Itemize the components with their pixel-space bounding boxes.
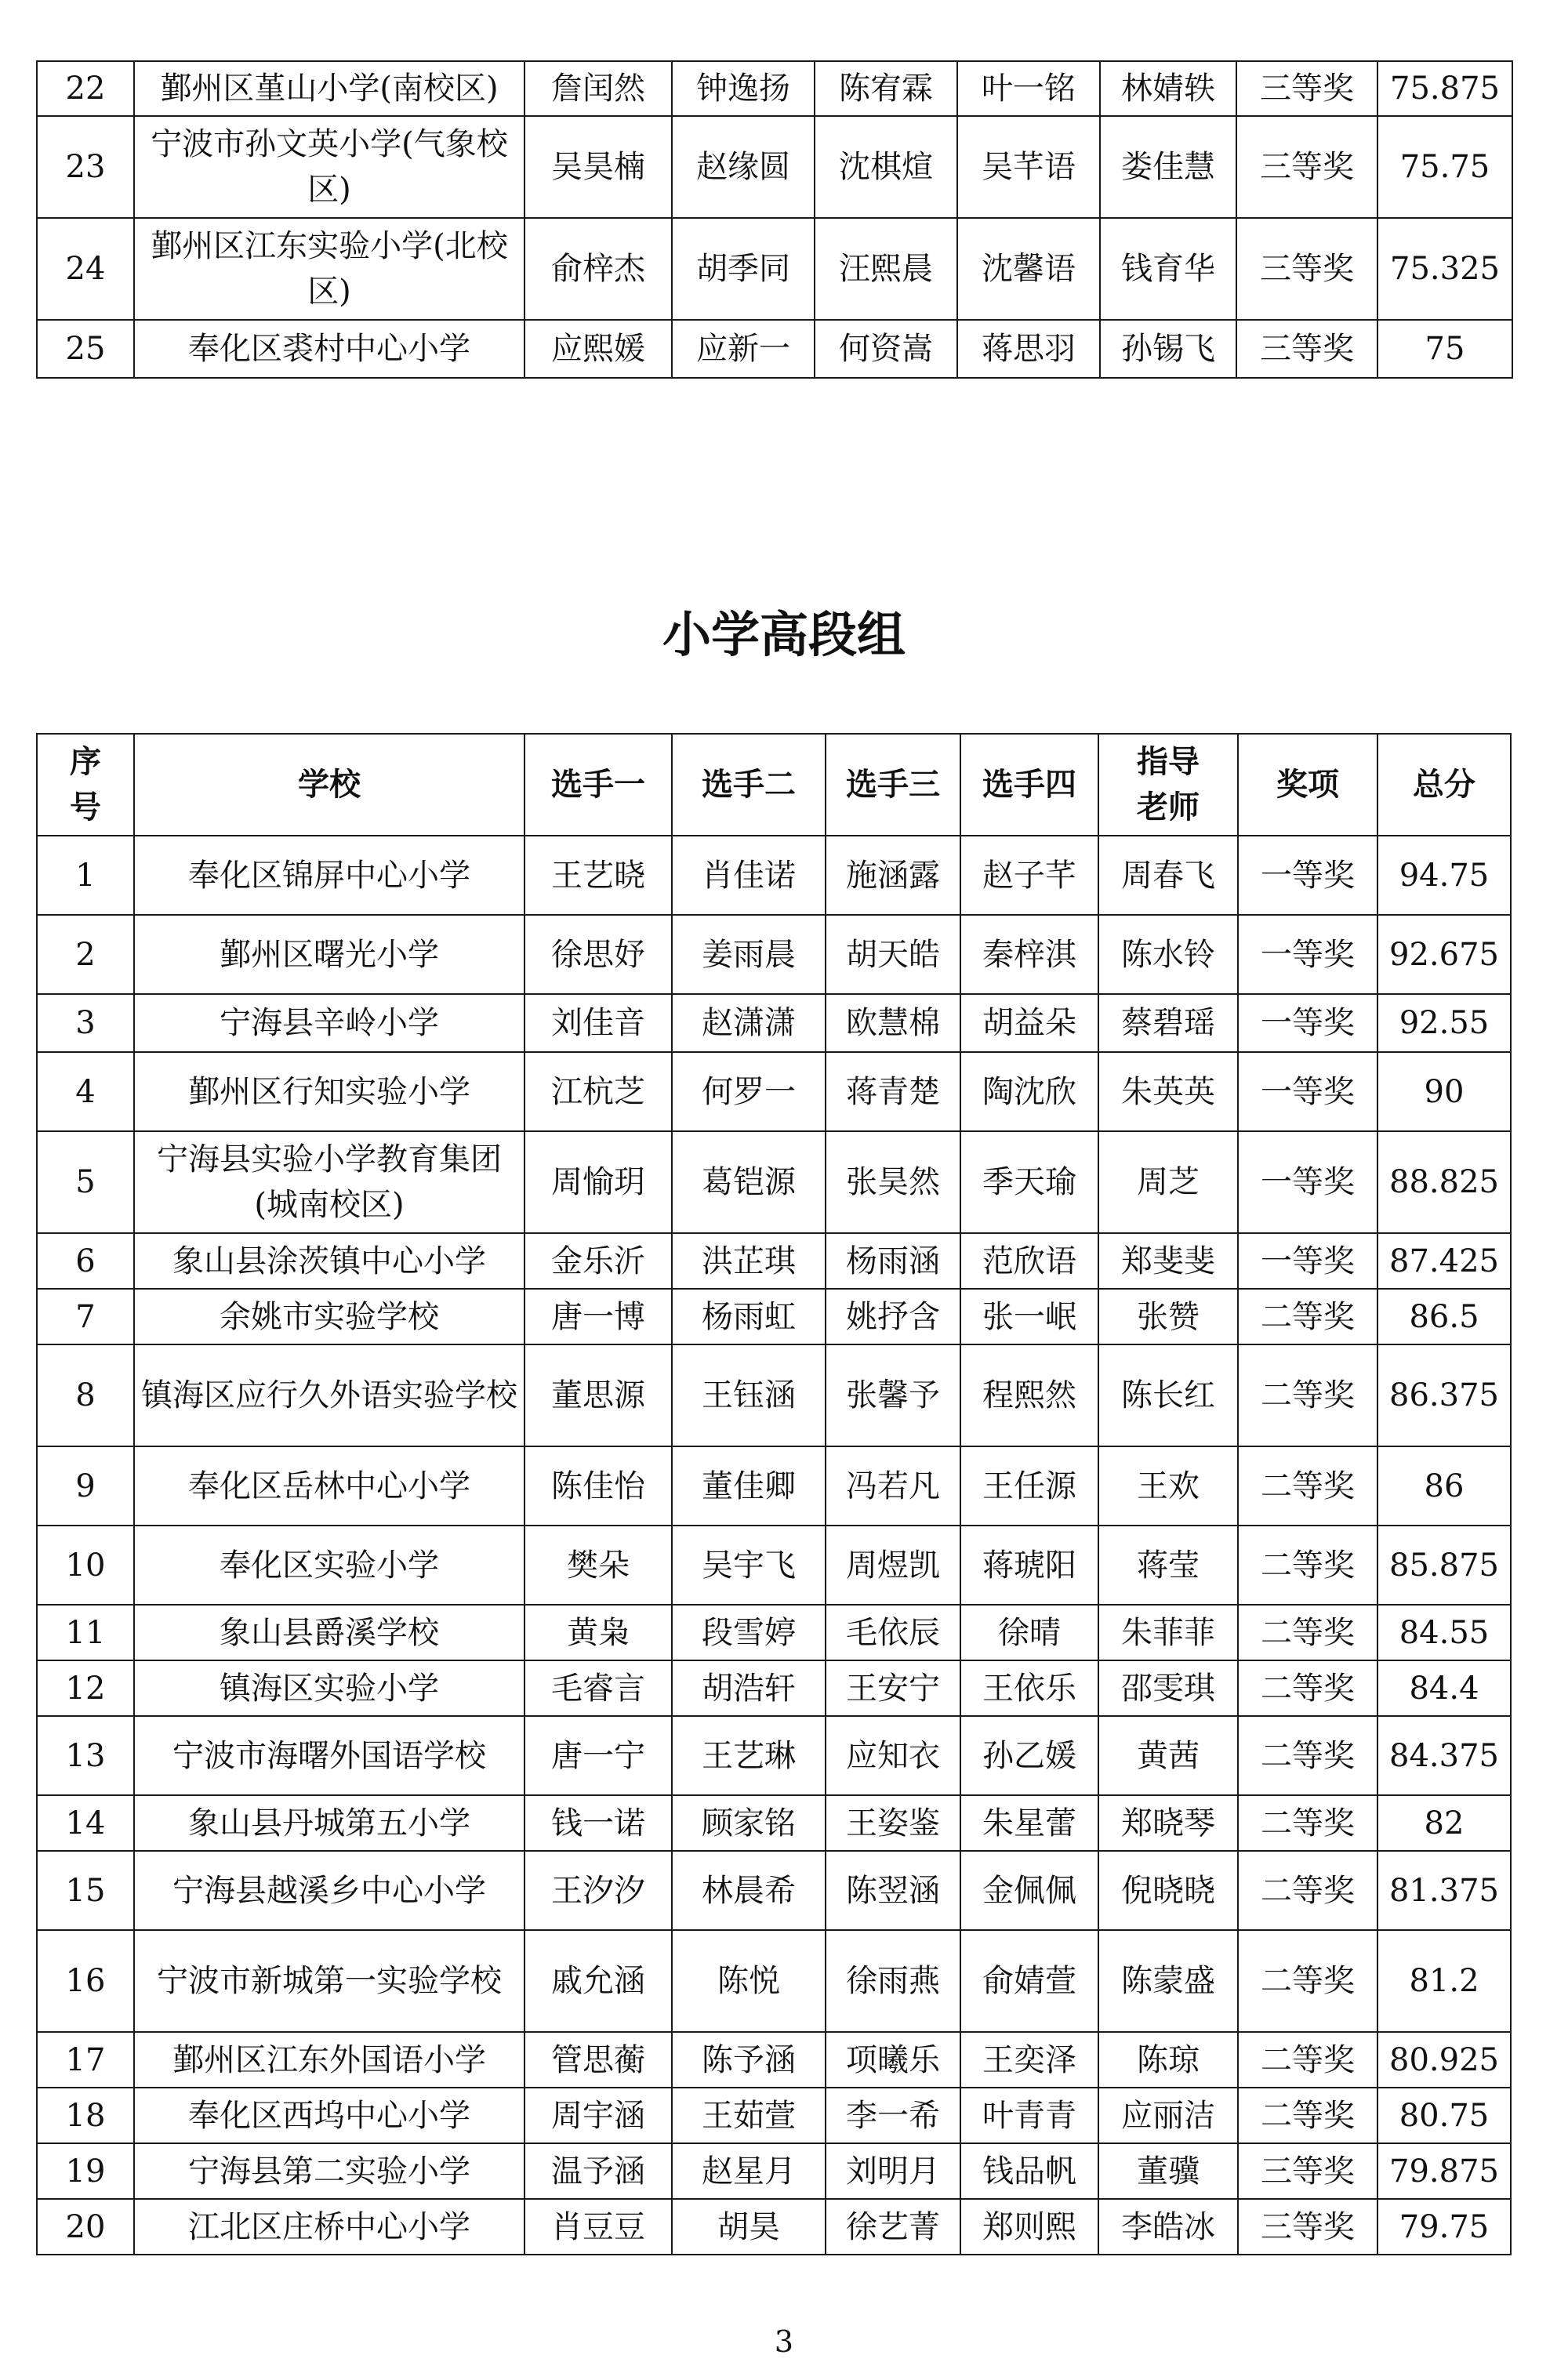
cell-school: 余姚市实验学校 xyxy=(134,1289,524,1344)
cell-no: 16 xyxy=(37,1930,134,2032)
cell-award: 二等奖 xyxy=(1238,1289,1377,1344)
cell-player-1: 徐思妤 xyxy=(524,915,672,994)
cell-player-2: 肖佳诺 xyxy=(672,836,826,915)
cell-award: 三等奖 xyxy=(1238,2199,1377,2255)
header-row xyxy=(37,734,1511,836)
table-row xyxy=(37,2088,1511,2143)
cell-score: 79.875 xyxy=(1377,2143,1511,2199)
table-row xyxy=(37,1446,1511,1526)
continued-results-table xyxy=(36,60,1513,379)
continued-results-body xyxy=(37,61,1512,378)
cell-player-2: 王茹萱 xyxy=(672,2088,826,2143)
header-player-3: 选手三 xyxy=(826,734,960,836)
cell-player-3: 应知衣 xyxy=(826,1716,960,1795)
cell-player-4: 钱品帆 xyxy=(960,2143,1098,2199)
cell-player-2: 陈予涵 xyxy=(672,2032,826,2088)
cell-player-3: 徐雨燕 xyxy=(826,1930,960,2032)
cell-teacher: 应丽洁 xyxy=(1098,2088,1238,2143)
header-player-4: 选手四 xyxy=(960,734,1098,836)
cell-teacher: 周芝 xyxy=(1098,1131,1238,1233)
cell-player-1: 樊朵 xyxy=(524,1526,672,1605)
cell-score: 75.325 xyxy=(1377,218,1512,320)
cell-no: 22 xyxy=(37,61,134,116)
cell-player-2: 赵星月 xyxy=(672,2143,826,2199)
cell-school: 奉化区岳林中心小学 xyxy=(134,1446,524,1526)
cell-teacher: 董骥 xyxy=(1098,2143,1238,2199)
cell-award: 二等奖 xyxy=(1238,1660,1377,1716)
cell-player-2: 王钰涵 xyxy=(672,1344,826,1446)
cell-score: 86.5 xyxy=(1377,1289,1511,1344)
cell-player-2: 胡浩轩 xyxy=(672,1660,826,1716)
cell-school: 象山县涂茨镇中心小学 xyxy=(134,1233,524,1289)
cell-school: 鄞州区行知实验小学 xyxy=(134,1052,524,1131)
cell-player-4: 蒋琥阳 xyxy=(960,1526,1098,1605)
cell-player-4: 吴芊语 xyxy=(957,116,1100,218)
cell-school: 镇海区应行久外语实验学校 xyxy=(134,1344,524,1446)
cell-school: 象山县丹城第五小学 xyxy=(134,1795,524,1851)
cell-player-2: 胡昊 xyxy=(672,2199,826,2255)
cell-player-1: 詹闰然 xyxy=(524,61,672,116)
table-row xyxy=(37,1052,1511,1131)
cell-player-2: 何罗一 xyxy=(672,1052,826,1131)
cell-score: 75.875 xyxy=(1377,61,1512,116)
cell-player-1: 刘佳音 xyxy=(524,994,672,1052)
cell-no: 10 xyxy=(37,1526,134,1605)
cell-award: 二等奖 xyxy=(1238,2088,1377,2143)
cell-player-1: 董思源 xyxy=(524,1344,672,1446)
header-score: 总分 xyxy=(1377,734,1511,836)
cell-teacher: 倪晓晓 xyxy=(1098,1851,1238,1930)
cell-player-4: 郑则熙 xyxy=(960,2199,1098,2255)
cell-player-3: 张昊然 xyxy=(826,1131,960,1233)
cell-school: 宁海县实验小学教育集团(城南校区) xyxy=(134,1131,524,1233)
cell-player-2: 杨雨虹 xyxy=(672,1289,826,1344)
cell-player-1: 金乐沂 xyxy=(524,1233,672,1289)
cell-player-4: 王奕泽 xyxy=(960,2032,1098,2088)
cell-player-1: 黄枭 xyxy=(524,1605,672,1660)
cell-score: 79.75 xyxy=(1377,2199,1511,2255)
cell-player-2: 姜雨晨 xyxy=(672,915,826,994)
cell-school: 奉化区锦屏中心小学 xyxy=(134,836,524,915)
cell-score: 75 xyxy=(1377,320,1512,378)
header-player-1: 选手一 xyxy=(524,734,672,836)
table-row xyxy=(37,1851,1511,1930)
cell-school: 象山县爵溪学校 xyxy=(134,1605,524,1660)
cell-no: 4 xyxy=(37,1052,134,1131)
cell-player-2: 胡季同 xyxy=(672,218,815,320)
cell-no: 8 xyxy=(37,1344,134,1446)
table-row xyxy=(37,1605,1511,1660)
cell-score: 86 xyxy=(1377,1446,1511,1526)
cell-score: 84.375 xyxy=(1377,1716,1511,1795)
cell-teacher: 黄茜 xyxy=(1098,1716,1238,1795)
cell-player-4: 朱星蕾 xyxy=(960,1795,1098,1851)
cell-player-1: 唐一宁 xyxy=(524,1716,672,1795)
cell-score: 82 xyxy=(1377,1795,1511,1851)
table-header xyxy=(37,734,1511,836)
cell-no: 3 xyxy=(37,994,134,1052)
cell-no: 24 xyxy=(37,218,134,320)
cell-score: 92.675 xyxy=(1377,915,1511,994)
cell-score: 80.75 xyxy=(1377,2088,1511,2143)
table-row xyxy=(37,116,1512,218)
cell-teacher: 钱育华 xyxy=(1100,218,1236,320)
cell-player-3: 陈宥霖 xyxy=(815,61,957,116)
cell-player-4: 俞婧萱 xyxy=(960,1930,1098,2032)
header-player-2: 选手二 xyxy=(672,734,826,836)
cell-award: 三等奖 xyxy=(1236,218,1377,320)
table-row xyxy=(37,61,1512,116)
cell-award: 一等奖 xyxy=(1238,1131,1377,1233)
table-row xyxy=(37,836,1511,915)
cell-no: 13 xyxy=(37,1716,134,1795)
table-row xyxy=(37,915,1511,994)
table-row xyxy=(37,1131,1511,1233)
cell-no: 6 xyxy=(37,1233,134,1289)
cell-award: 一等奖 xyxy=(1238,836,1377,915)
cell-award: 三等奖 xyxy=(1238,2143,1377,2199)
cell-score: 86.375 xyxy=(1377,1344,1511,1446)
cell-player-4: 季天瑜 xyxy=(960,1131,1098,1233)
cell-teacher: 娄佳慧 xyxy=(1100,116,1236,218)
cell-player-4: 胡益朵 xyxy=(960,994,1098,1052)
cell-award: 二等奖 xyxy=(1238,1930,1377,2032)
cell-school: 宁海县第二实验小学 xyxy=(134,2143,524,2199)
header-school: 学校 xyxy=(134,734,524,836)
cell-score: 85.875 xyxy=(1377,1526,1511,1605)
cell-player-1: 温予涵 xyxy=(524,2143,672,2199)
table-row xyxy=(37,1660,1511,1716)
cell-player-3: 汪熙晨 xyxy=(815,218,957,320)
cell-player-2: 王艺琳 xyxy=(672,1716,826,1795)
cell-player-3: 项曦乐 xyxy=(826,2032,960,2088)
cell-player-1: 管思蘅 xyxy=(524,2032,672,2088)
cell-player-3: 张馨予 xyxy=(826,1344,960,1446)
cell-player-1: 钱一诺 xyxy=(524,1795,672,1851)
table-row xyxy=(37,218,1512,320)
header-teacher-line2: 老师 xyxy=(1137,789,1200,825)
cell-score: 87.425 xyxy=(1377,1233,1511,1289)
cell-school: 奉化区实验小学 xyxy=(134,1526,524,1605)
cell-score: 84.55 xyxy=(1377,1605,1511,1660)
cell-no: 23 xyxy=(37,116,134,218)
cell-player-1: 应熙媛 xyxy=(524,320,672,378)
table-row xyxy=(37,2143,1511,2199)
cell-no: 25 xyxy=(37,320,134,378)
cell-school: 宁波市海曙外国语学校 xyxy=(134,1716,524,1795)
cell-player-3: 王安宁 xyxy=(826,1660,960,1716)
table-row xyxy=(37,1344,1511,1446)
cell-score: 88.825 xyxy=(1377,1131,1511,1233)
cell-school: 镇海区实验小学 xyxy=(134,1660,524,1716)
cell-player-2: 葛铠源 xyxy=(672,1131,826,1233)
cell-player-1: 俞梓杰 xyxy=(524,218,672,320)
cell-school: 江北区庄桥中心小学 xyxy=(134,2199,524,2255)
cell-teacher: 张赞 xyxy=(1098,1289,1238,1344)
upper-primary-results-body xyxy=(37,836,1511,2255)
cell-player-4: 徐晴 xyxy=(960,1605,1098,1660)
cell-award: 一等奖 xyxy=(1238,1233,1377,1289)
table-row xyxy=(37,1233,1511,1289)
cell-award: 一等奖 xyxy=(1238,1052,1377,1131)
cell-player-3: 何资嵩 xyxy=(815,320,957,378)
cell-player-2: 董佳卿 xyxy=(672,1446,826,1526)
header-no-line1: 序 xyxy=(70,744,101,780)
cell-player-1: 江杭芝 xyxy=(524,1052,672,1131)
table-row xyxy=(37,1930,1511,2032)
cell-teacher: 周春飞 xyxy=(1098,836,1238,915)
cell-award: 一等奖 xyxy=(1238,994,1377,1052)
cell-player-2: 陈悦 xyxy=(672,1930,826,2032)
cell-award: 三等奖 xyxy=(1236,61,1377,116)
cell-player-2: 段雪婷 xyxy=(672,1605,826,1660)
cell-teacher: 郑晓琴 xyxy=(1098,1795,1238,1851)
table-row xyxy=(37,1526,1511,1605)
cell-no: 19 xyxy=(37,2143,134,2199)
cell-player-4: 叶青青 xyxy=(960,2088,1098,2143)
cell-player-2: 应新一 xyxy=(672,320,815,378)
cell-player-4: 秦梓淇 xyxy=(960,915,1098,994)
cell-no: 11 xyxy=(37,1605,134,1660)
cell-player-4: 金佩佩 xyxy=(960,1851,1098,1930)
cell-score: 75.75 xyxy=(1377,116,1512,218)
cell-award: 一等奖 xyxy=(1238,915,1377,994)
cell-player-3: 陈翌涵 xyxy=(826,1851,960,1930)
cell-score: 84.4 xyxy=(1377,1660,1511,1716)
cell-no: 15 xyxy=(37,1851,134,1930)
cell-award: 三等奖 xyxy=(1236,320,1377,378)
cell-no: 5 xyxy=(37,1131,134,1233)
cell-player-3: 施涵露 xyxy=(826,836,960,915)
cell-player-2: 吴宇飞 xyxy=(672,1526,826,1605)
cell-no: 7 xyxy=(37,1289,134,1344)
page-number: 3 xyxy=(774,2324,794,2359)
header-no xyxy=(37,734,134,836)
cell-no: 1 xyxy=(37,836,134,915)
cell-player-3: 胡天皓 xyxy=(826,915,960,994)
cell-score: 81.375 xyxy=(1377,1851,1511,1930)
cell-award: 三等奖 xyxy=(1236,116,1377,218)
cell-teacher: 陈水铃 xyxy=(1098,915,1238,994)
cell-player-1: 唐一博 xyxy=(524,1289,672,1344)
cell-player-2: 赵潇潇 xyxy=(672,994,826,1052)
cell-school: 奉化区西坞中心小学 xyxy=(134,2088,524,2143)
cell-no: 18 xyxy=(37,2088,134,2143)
cell-school: 鄞州区江东外国语小学 xyxy=(134,2032,524,2088)
table-row xyxy=(37,320,1512,378)
cell-school: 奉化区裘村中心小学 xyxy=(134,320,524,378)
cell-award: 二等奖 xyxy=(1238,1795,1377,1851)
cell-player-3: 周煜凯 xyxy=(826,1526,960,1605)
cell-school: 鄞州区江东实验小学(北校区) xyxy=(134,218,524,320)
cell-player-1: 陈佳怡 xyxy=(524,1446,672,1526)
cell-player-4: 王依乐 xyxy=(960,1660,1098,1716)
cell-score: 81.2 xyxy=(1377,1930,1511,2032)
section-title: 小学高段组 xyxy=(662,606,906,663)
cell-award: 二等奖 xyxy=(1238,1446,1377,1526)
cell-teacher: 陈蒙盛 xyxy=(1098,1930,1238,2032)
cell-no: 17 xyxy=(37,2032,134,2088)
cell-score: 92.55 xyxy=(1377,994,1511,1052)
cell-no: 20 xyxy=(37,2199,134,2255)
cell-teacher: 王欢 xyxy=(1098,1446,1238,1526)
cell-award: 二等奖 xyxy=(1238,1605,1377,1660)
cell-score: 90 xyxy=(1377,1052,1511,1131)
cell-player-2: 洪芷琪 xyxy=(672,1233,826,1289)
cell-player-4: 范欣语 xyxy=(960,1233,1098,1289)
header-teacher-line1: 指导 xyxy=(1137,744,1200,780)
cell-no: 2 xyxy=(37,915,134,994)
cell-player-3: 蒋青楚 xyxy=(826,1052,960,1131)
cell-player-4: 孙乙媛 xyxy=(960,1716,1098,1795)
cell-player-4: 叶一铭 xyxy=(957,61,1100,116)
cell-teacher: 林婧轶 xyxy=(1100,61,1236,116)
cell-player-3: 毛依辰 xyxy=(826,1605,960,1660)
cell-player-2: 林晨希 xyxy=(672,1851,826,1930)
cell-no: 12 xyxy=(37,1660,134,1716)
cell-player-2: 赵缘圆 xyxy=(672,116,815,218)
cell-school: 宁海县辛岭小学 xyxy=(134,994,524,1052)
cell-no: 9 xyxy=(37,1446,134,1526)
cell-score: 80.925 xyxy=(1377,2032,1511,2088)
cell-player-2: 顾家铭 xyxy=(672,1795,826,1851)
cell-teacher: 朱英英 xyxy=(1098,1052,1238,1131)
cell-teacher: 李皓冰 xyxy=(1098,2199,1238,2255)
cell-player-4: 王任源 xyxy=(960,1446,1098,1526)
cell-player-3: 冯若凡 xyxy=(826,1446,960,1526)
cell-school: 宁波市孙文英小学(气象校区) xyxy=(134,116,524,218)
cell-award: 二等奖 xyxy=(1238,1716,1377,1795)
cell-award: 二等奖 xyxy=(1238,2032,1377,2088)
cell-player-3: 刘明月 xyxy=(826,2143,960,2199)
cell-school: 宁波市新城第一实验学校 xyxy=(134,1930,524,2032)
cell-player-3: 姚抒含 xyxy=(826,1289,960,1344)
cell-player-4: 蒋思羽 xyxy=(957,320,1100,378)
cell-player-4: 赵子芊 xyxy=(960,836,1098,915)
cell-player-1: 戚允涵 xyxy=(524,1930,672,2032)
cell-player-1: 周宇涵 xyxy=(524,2088,672,2143)
cell-teacher: 蒋莹 xyxy=(1098,1526,1238,1605)
header-teacher xyxy=(1098,734,1238,836)
cell-player-3: 欧慧棉 xyxy=(826,994,960,1052)
cell-player-1: 王艺晓 xyxy=(524,836,672,915)
table-row xyxy=(37,1289,1511,1344)
cell-teacher: 朱菲菲 xyxy=(1098,1605,1238,1660)
table-row xyxy=(37,1716,1511,1795)
cell-award: 二等奖 xyxy=(1238,1526,1377,1605)
cell-school: 宁海县越溪乡中心小学 xyxy=(134,1851,524,1930)
cell-player-4: 张一岷 xyxy=(960,1289,1098,1344)
cell-player-3: 李一希 xyxy=(826,2088,960,2143)
cell-player-2: 钟逸扬 xyxy=(672,61,815,116)
cell-award: 二等奖 xyxy=(1238,1851,1377,1930)
upper-primary-results-table xyxy=(36,733,1512,2255)
cell-player-4: 沈馨语 xyxy=(957,218,1100,320)
cell-teacher: 郑斐斐 xyxy=(1098,1233,1238,1289)
cell-player-4: 陶沈欣 xyxy=(960,1052,1098,1131)
cell-player-1: 王汐汐 xyxy=(524,1851,672,1930)
table-row xyxy=(37,1795,1511,1851)
cell-teacher: 蔡碧瑶 xyxy=(1098,994,1238,1052)
cell-no: 14 xyxy=(37,1795,134,1851)
table-row xyxy=(37,994,1511,1052)
cell-player-1: 肖豆豆 xyxy=(524,2199,672,2255)
cell-teacher: 邵雯琪 xyxy=(1098,1660,1238,1716)
cell-player-3: 徐艺菁 xyxy=(826,2199,960,2255)
cell-player-4: 程熙然 xyxy=(960,1344,1098,1446)
cell-player-1: 吴昊楠 xyxy=(524,116,672,218)
table-row xyxy=(37,2199,1511,2255)
cell-school: 鄞州区曙光小学 xyxy=(134,915,524,994)
cell-player-3: 杨雨涵 xyxy=(826,1233,960,1289)
table-row xyxy=(37,2032,1511,2088)
cell-player-3: 王姿鉴 xyxy=(826,1795,960,1851)
cell-teacher: 陈长红 xyxy=(1098,1344,1238,1446)
cell-player-3: 沈棋煊 xyxy=(815,116,957,218)
cell-score: 94.75 xyxy=(1377,836,1511,915)
cell-teacher: 孙锡飞 xyxy=(1100,320,1236,378)
cell-school: 鄞州区堇山小学(南校区) xyxy=(134,61,524,116)
header-no-line2: 号 xyxy=(70,789,101,825)
cell-award: 二等奖 xyxy=(1238,1344,1377,1446)
cell-player-1: 周愉玥 xyxy=(524,1131,672,1233)
cell-player-1: 毛睿言 xyxy=(524,1660,672,1716)
cell-teacher: 陈琼 xyxy=(1098,2032,1238,2088)
header-award: 奖项 xyxy=(1238,734,1377,836)
